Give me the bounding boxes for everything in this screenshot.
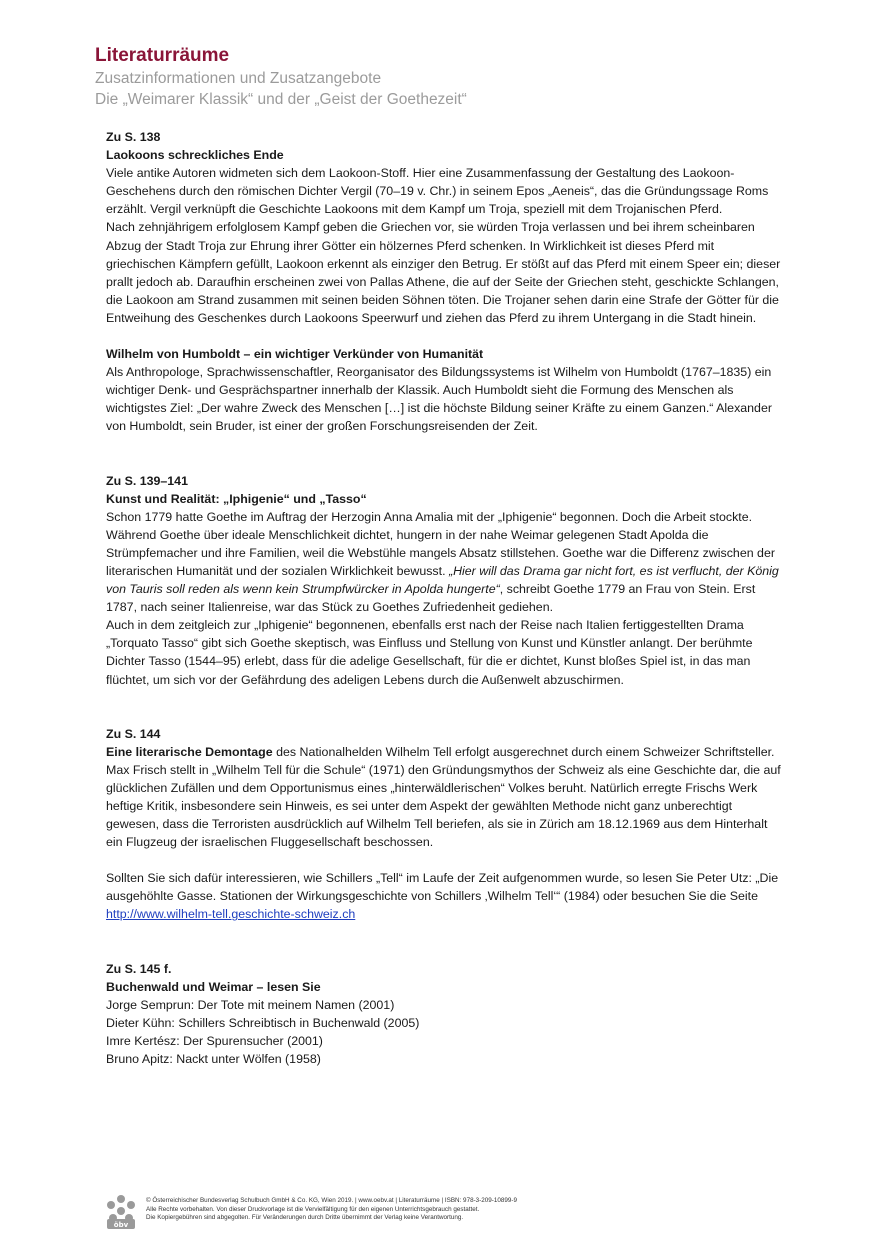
paragraph: Als Anthropologe, Sprachwissenschaftler, Reorganisator des Bildungssystems ist Wilhelm von Humboldt (1767–1835) ein wichtiger Denk- und Gesprächspartner innerhalb der Klassik. Auch Humboldt sieht die Formung des Menschen als wichtigstes Ziel: „Der wahre Zweck des Menschen […] ist die höchste Bildung seiner Kräfte zu einem Ganzen.“ Alexander von Humboldt, sein Bruder, ist einer der großen Forschungsreisenden der Zeit. <box>106 365 772 434</box>
paragraph: Viele antike Autoren widmeten sich dem Laokoon-Stoff. Hier eine Zusammenfassung der Gestaltung des Laokoon-Geschehens durch den römischen Dichter Vergil (70–19 v. Chr.) in seinem Epos „Aeneis“, das die Gründungssage Roms erzählt. Vergil verknüpft die Geschichte Laokoons mit dem Kampf um Troja, speziell mit dem Trojanischen Pferd. <box>106 166 769 217</box>
tell-history-link[interactable]: http://www.wilhelm-tell.geschichte-schweiz.ch <box>106 907 356 922</box>
section-ref: Zu S. 144 <box>106 726 161 741</box>
section-title: Wilhelm von Humboldt – ein wichtiger Verkünder von Humanität <box>106 347 484 362</box>
paragraph: Nach zehnjährigem erfolglosem Kampf geben die Griechen vor, sie würden Troja verlassen und bei ihrem scheinbaren Abzug der Stadt Troja zur Ehrung ihrer Götter ein hölzernes Pferd schenken. In Wirklichkeit ist dieses Pferd mit griechischen Kämpfern gefüllt, Laokoon erkennt als einziger den Betrug. Er stößt auf das Pferd mit einem Speer ein; dieser prallt jedoch ab. Daraufhin erscheinen zwei von Pallas Athene, die auf der Seite der Griechen steht, geschickte Schlangen, die Laokoon am Strand zusammen mit seinen beiden Söhnen töten. Die Trojaner sehen darin eine Strafe der Götter für die Entweihung des Geschenkes durch Laokoons Speerwurf und ziehen das Pferd zu ihrem Untergang in die Stadt hinein. <box>106 220 781 325</box>
paragraph <box>106 508 786 617</box>
footer-line: © Österreichischer Bundesverlag Schulbuch GmbH & Co. KG, Wien 2019. | www.oebv.at | Literaturräume | ISBN: 978-3-209-10899-9 <box>146 1197 517 1204</box>
paragraph <box>106 869 786 923</box>
paragraph-text: , schreibt Goethe 1779 an Frau von Stein. Erst 1787, nach seiner Italienreise, war das Stück zu Goethes Zufriedenheit gediehen. <box>106 582 756 615</box>
header-subtitle-1: Zusatzinformationen und Zusatzangebote <box>95 70 382 87</box>
brand-title: Literaturräume <box>95 45 230 66</box>
goethe-quote: „Hier will das Drama gar nicht fort, es ist verflucht, der König von Tauris soll reden als wenn kein Strumpfwürcker in Apolda hungerte“ <box>106 563 779 597</box>
list-item: Bruno Apitz: Nackt unter Wölfen (1958) <box>106 1052 321 1067</box>
footer-line: Alle Rechte vorbehalten. Von dieser Druckvorlage ist die Vervielfältigung für den eigenen Unterrichtsgebrauch gestattet. <box>146 1205 480 1213</box>
oebv-logo-icon <box>104 1194 138 1230</box>
list-item: Jorge Semprun: Der Tote mit meinem Namen (2001) <box>106 997 395 1012</box>
footer-line: Die Kopiergebühren sind abgegolten. Für Veränderungen durch Dritte übernimmt der Verlag keine Verantwortung. <box>146 1214 464 1222</box>
section-title: Buchenwald und Weimar – lesen Sie <box>106 979 321 994</box>
list-item: Dieter Kühn: Schillers Schreibtisch in Buchenwald (2005) <box>106 1015 420 1030</box>
paragraph-text: Sollten Sie sich dafür interessieren, wie Schillers „Tell“ im Laufe der Zeit aufgenommen wurde, so lesen Sie Peter Utz: „Die ausgehöhlte Gasse. Stationen der Wirkungsgeschichte von Schillers ‚Wilhelm Tell‘“ (1984) oder besuchen Sie die Seite <box>106 871 779 904</box>
list-item: Imre Kertész: Der Spurensucher (2001) <box>106 1033 323 1048</box>
page-header <box>95 44 467 110</box>
section-title: Laokoons schreckliches Ende <box>106 148 284 163</box>
section-iphigenie-tasso <box>106 472 786 689</box>
section-ref: Zu S. 139–141 <box>106 473 188 488</box>
copyright-notice <box>146 1197 517 1223</box>
paragraph: Auch in dem zeitgleich zur „Iphigenie“ begonnenen, ebenfalls erst nach der Reise nach Italien fertiggestellten Drama „Torquato Tasso“ gibt sich Goethe skeptisch, was Einfluss und Stellung von Kunst und Künstler anlangt. Der berühmte Dichter Tasso (1544–95) erlebt, dass für die adelige Gesellschaft, für die er dichtet, Kunst bloßes Spiel ist, in das man flüchtet, um sich vor der Gefährdung des adeligen Lebens durch die Außenwelt abzuschirmen. <box>106 618 753 687</box>
page-footer <box>104 1194 804 1234</box>
svg-text:öbv: öbv <box>113 1221 129 1229</box>
paragraph <box>106 743 786 852</box>
document-body <box>106 128 786 1068</box>
section-tell <box>106 725 786 924</box>
section-laokoon <box>106 128 786 436</box>
paragraph-text: Schon 1779 hatte Goethe im Auftrag der Herzogin Anna Amalia mit der „Iphigenie“ begonnen. Doch die Arbeit stockte. Während Goethe über ideale Menschlichkeit dichtet, hungern in der nahe Weimar gelegenen Stadt Apolda die Strümpfemacher und ihre Familien, weil die Webstühle mangels Absatz stillstehen. Goethe war die Differenz zwischen der literarischen Humanität und der sozialen Wirklichkeit bewusst. <box>106 509 775 578</box>
lead-phrase: Eine literarische Demontage <box>106 744 273 759</box>
section-ref: Zu S. 138 <box>106 130 161 144</box>
section-ref: Zu S. 145 f. <box>106 961 172 976</box>
header-subtitle-2: Die „Weimarer Klassik“ und der „Geist der Goethezeit“ <box>95 91 467 108</box>
paragraph-text: des Nationalhelden Wilhelm Tell erfolgt ausgerechnet durch einem Schweizer Schriftsteller. Max Frisch stellt in „Wilhelm Tell für die Schule“ (1971) den Gründungsmythos der Schweiz als eine Geschichte dar, die auf glücklichen Zufällen und dem Opportunismus eines „hinterwäldlerischen“ Volkes beruht. Natürlich erregte Frischs Werk heftige Kritik, insbesondere sein Hinweis, es sei unter dem Aspekt der gewählten Methode nicht ganz unberechtigt gewesen, dass die Terroristen ausdrücklich auf Wilhelm Tell beriefen, als sie in Zürich am 18.12.1969 aus dem Hinterhalt ein Flugzeug der israelischen Fluggesellschaft beschossen. <box>106 744 781 850</box>
section-buchenwald <box>106 960 786 1069</box>
section-title: Kunst und Realität: „Iphigenie“ und „Tasso“ <box>106 491 367 506</box>
